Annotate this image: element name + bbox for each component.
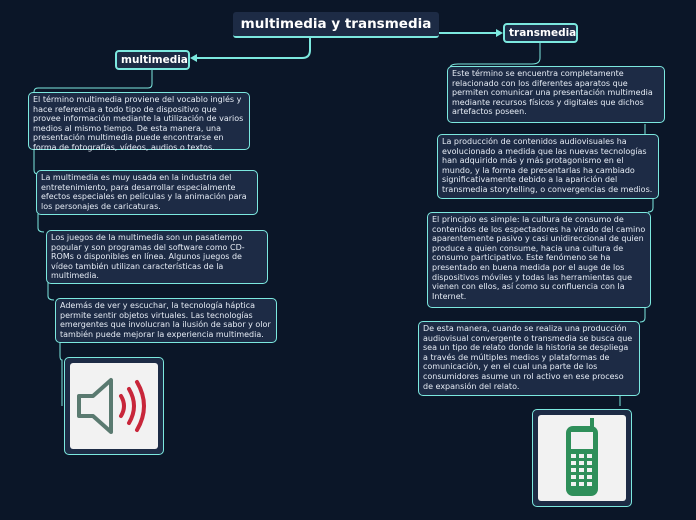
transmedia-note-2[interactable]: [437, 134, 659, 199]
transmedia-note-3-text: El principio es simple: la cultura de consumo de contenidos de los espectadores ha virado del camino aparentemente pasivo y casi unidireccional de quien produce a quien consume, hacia una cultura de consumo participativo. Este fenómeno se ha presentado en buena medida por el auge de los dispositivos móviles y todas las herramientas que vienen con ellos, así como su confluencia con la Internet.: [432, 215, 646, 301]
speaker-volume-icon: [73, 374, 155, 438]
multimedia-topic[interactable]: [115, 50, 190, 70]
multimedia-note-1[interactable]: [28, 92, 250, 150]
transmedia-note-4[interactable]: [418, 321, 640, 396]
transmedia-label: transmedia: [509, 27, 577, 39]
transmedia-image-box[interactable]: [532, 409, 632, 507]
transmedia-image: [538, 415, 626, 501]
multimedia-note-4[interactable]: [55, 298, 277, 343]
transmedia-topic[interactable]: [503, 23, 578, 43]
multimedia-note-2-text: La multimedia es muy usada en la industria del entretenimiento, para desarrollar especialmente efectos especiales en películas y la animación para los personajes de caricaturas.: [41, 173, 247, 211]
root-title: multimedia y transmedia: [240, 16, 432, 32]
transmedia-note-1[interactable]: [447, 66, 665, 123]
multimedia-note-3-text: Los juegos de la multimedia son un pasatiempo popular y son programas del software como CD-ROMs o disponibles en línea. Algunos juegos de vídeo también utilizan características de la multimedia.: [51, 233, 245, 281]
multimedia-label: multimedia: [121, 54, 188, 66]
transmedia-note-2-text: La producción de contenidos audiovisuales ha evolucionado a medida que las nuevas tecnologías han adquirido más y más protagonismo en el mundo, y la forma de presentarlas ha cambiado significativamente debido a la aparición del transmedia storytelling, o convergencias de medios.: [442, 137, 653, 194]
multimedia-note-3[interactable]: [46, 230, 268, 284]
transmedia-note-4-text: De esta manera, cuando se realiza una producción audiovisual convergente o transmedia se busca que sea un tipo de relato donde la historia se despliega a través de múltiples medios y plataformas de comunicación, y en el cual una parte de los consumidores asume un rol activo en ese proceso de expansión del relato.: [423, 324, 633, 391]
mobile-phone-icon: [552, 417, 612, 499]
multimedia-note-4-text: Además de ver y escuchar, la tecnología háptica permite sentir objetos virtuales. Las tecnologías emergentes que involucran la ilusión de sabor y olor también puede mejorar la experiencia multimedia.: [60, 301, 271, 339]
multimedia-note-2[interactable]: [36, 170, 258, 215]
multimedia-image-box[interactable]: [64, 357, 164, 455]
multimedia-image: [70, 363, 158, 449]
transmedia-note-1-text: Este término se encuentra completamente relacionado con los diferentes aparatos que permiten comunicar una presentación multimedia mediante recursos físicos y digitales que dichos artefactos poseen.: [452, 69, 653, 117]
multimedia-note-1-text: El término multimedia proviene del vocablo inglés y hace referencia a todo tipo de dispositivo que provee información mediante la utilización de varios medios al mismo tiempo. De esta manera, una presentación multimedia puede encontrarse en forma de fotografías, vídeos, audios o textos.: [33, 95, 244, 152]
root-topic[interactable]: [233, 12, 439, 38]
transmedia-note-3[interactable]: [427, 212, 651, 308]
